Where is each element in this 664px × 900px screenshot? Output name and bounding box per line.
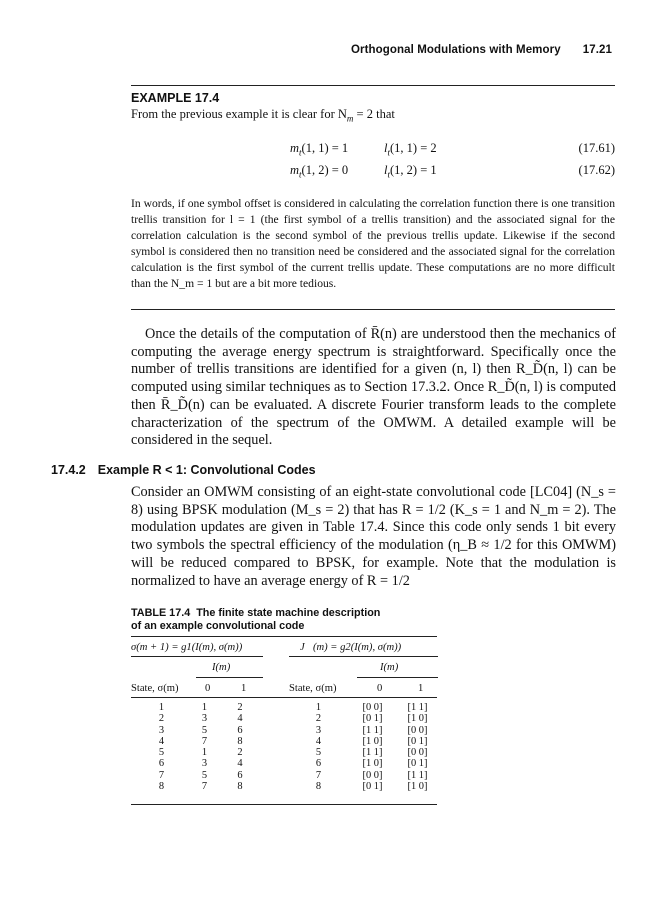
left-col0-label: 0 [205,683,211,694]
left-state-table [131,702,263,792]
next-state-cell: 2 [237,702,243,713]
body-paragraph-text: Once the details of the computation of R̄(n) are understood then the mechanics of computing the average energy spectrum is straightforward. Specifically once the number of trellis transitions are identified for a given (n, l) then R_D̃(n, l) can be computed using similar techniques as to Section 17.3.2. Once R_D̃(n, l) is computed then R̄_D̃(n) can be evaluated. A discrete Fourier transform leads to the complete characterization of the spectrum of the OMWM. A detailed example will be considered in the sequel. [131,326,616,449]
eq1-rhs: l [384,141,388,155]
eq2-lhs-rest: (1, 2) = 0 [301,163,349,177]
example-top-rule [131,85,615,86]
eq1-lhs: m [290,141,300,155]
output-cell: [1 0] [362,758,383,770]
table-row [289,702,438,713]
table-row [131,770,263,781]
example-intro [131,107,395,124]
state-cell: 6 [158,758,165,770]
eq2-lhs: m [290,163,300,177]
next-state-cell: 5 [201,724,208,736]
output-cell: [1 1] [407,769,428,781]
example-bottom-rule [131,309,615,310]
state-cell: 8 [315,781,322,793]
next-state-cell: 7 [201,781,208,793]
output-cell: [1 1] [362,724,383,736]
left-table-title: σ(m + 1) = g1(I(m), σ(m)) [131,642,243,653]
state-cell: 4 [158,735,165,747]
table-row [289,725,438,736]
state-cell: 2 [315,713,322,725]
eq2-lhs-sub: t [299,169,302,180]
right-table-title: J⃗(m) = g2(I(m), σ(m)) [300,642,402,653]
state-cell: 1 [158,702,165,713]
state-cell: 7 [158,769,165,781]
next-state-cell: 1 [201,747,208,759]
state-cell: 2 [158,713,165,725]
next-state-cell: 7 [201,735,208,747]
example-intro-end: = 2 that [353,107,395,121]
equation-17-62-rhs [384,163,437,180]
eq2-rhs: l [384,163,388,177]
section-title: Example R < 1: Convolutional Codes [97,463,316,477]
output-cell: [0 1] [407,758,428,770]
table-row [131,702,263,713]
output-cell: [0 0] [407,724,428,736]
output-cell: [1 1] [362,747,383,759]
table-row [131,747,263,758]
equation-17-62 [290,163,348,180]
right-state-label: State, σ(m) [289,683,337,694]
example-intro-sub: m [346,113,354,124]
equation-17-61-rhs [384,141,437,158]
output-cell: [1 0] [362,735,383,747]
section-paragraph [131,484,616,590]
page-number: 17.21 [582,44,612,56]
table-row [131,725,263,736]
state-cell: 7 [315,769,322,781]
running-header [329,44,612,56]
right-im-label: I(m) [380,662,399,673]
output-cell: [1 0] [407,781,428,793]
right-output-table [289,702,438,792]
right-im-rule [357,677,438,678]
output-cell: [1 0] [407,713,428,725]
table-caption-line2: of an example convolutional code [131,620,305,632]
output-cell: [0 0] [362,702,383,713]
example-title: EXAMPLE 17.4 [131,91,220,105]
table-row [289,770,438,781]
next-state-cell: 3 [201,758,208,770]
state-cell: 3 [158,724,165,736]
left-im-label: I(m) [212,662,231,673]
left-im-rule [196,677,263,678]
next-state-cell: 5 [201,769,208,781]
table-row [289,758,438,769]
running-title: Orthogonal Modulations with Memory [350,44,561,56]
table-row [289,736,438,747]
state-cell: 5 [158,747,165,759]
section-paragraph-text: Consider an OMWM consisting of an eight-state convolutional code [LC04] (N_s = 8) using BPSK modulation (M_s = 2) that has R = 1/2 (K_s = 1 and N_m = 2). The modulation updates are given in Table 17.4. Since this code only sends 1 bit every two symbols the spectral efficiency of the modulation (η_B ≈ 1/2 for this OMWM) will be reduced compared to BPSK, for example. Note that the modulation is normalized to have an average energy of R = 1/2 [131,484,616,589]
next-state-cell: 6 [237,724,243,736]
table-row [289,713,438,724]
state-cell: 1 [315,702,322,713]
eq2-rhs-sub: t [387,169,390,180]
table-row [131,713,263,724]
right-col0-label: 0 [377,683,383,694]
eq2-rhs-rest: (1, 2) = 1 [390,163,437,177]
output-cell: [0 0] [362,769,383,781]
state-cell: 5 [315,747,322,759]
output-cell: [0 1] [362,713,383,725]
eq1-rhs-rest: (1, 1) = 2 [390,141,437,155]
eq1-lhs-sub: t [299,147,302,158]
state-cell: 3 [315,724,322,736]
next-state-cell: 8 [237,781,243,793]
table-row [289,781,438,792]
eq1-rhs-sub: t [387,147,390,158]
left-col1-label: 1 [241,683,247,694]
left-state-label: State, σ(m) [131,683,179,694]
table-row [289,747,438,758]
table-row [131,781,263,792]
next-state-cell: 6 [237,769,243,781]
output-cell: [0 1] [362,781,383,793]
equation-17-61 [290,141,348,158]
output-cell: [1 1] [407,702,428,713]
table-tag: TABLE 17.4 [131,607,191,619]
output-cell: [0 0] [407,747,428,759]
right-subheader-rule [289,656,438,657]
example-paragraph: In words, if one symbol offset is considered in calculating the correlation function there is one transition trellis transition for l = 1 (the first symbol of a trellis transition) and the associated signal for the correlation calculation is the second symbol of the previous trellis update. Likewise if the second symbol is considered then no transition need be considered and the associated signal for the correlation calculation is the first symbol of the current trellis update. These computations are no more difficult than the N_m = 1 but are a bit more tedious. [131,197,615,290]
next-state-cell: 8 [237,735,243,747]
table-header-bottom-rule [131,697,437,698]
next-state-cell: 3 [201,713,208,725]
table-bottom-rule [131,804,437,805]
table-top-rule [131,636,437,637]
next-state-cell: 4 [237,713,243,725]
equation-number-17-62: (17.62) [578,163,615,177]
state-cell: 8 [158,781,165,793]
body-paragraph [131,326,616,450]
section-number: 17.4.2 [51,463,86,477]
next-state-cell: 2 [237,747,243,759]
table-row [131,758,263,769]
next-state-cell: 4 [237,758,243,770]
next-state-cell: 1 [201,702,208,713]
table-caption-line1: The finite state machine description [196,607,381,619]
state-cell: 4 [315,735,322,747]
output-cell: [0 1] [407,735,428,747]
state-cell: 6 [315,758,322,770]
table-caption [131,607,380,633]
right-col1-label: 1 [418,683,424,694]
table-row [131,736,263,747]
eq1-lhs-rest: (1, 1) = 1 [301,141,349,155]
section-heading [51,463,316,477]
example-intro-text: From the previous example it is clear for N [131,107,347,121]
equation-number-17-61: (17.61) [578,141,615,155]
left-subheader-rule [131,656,263,657]
